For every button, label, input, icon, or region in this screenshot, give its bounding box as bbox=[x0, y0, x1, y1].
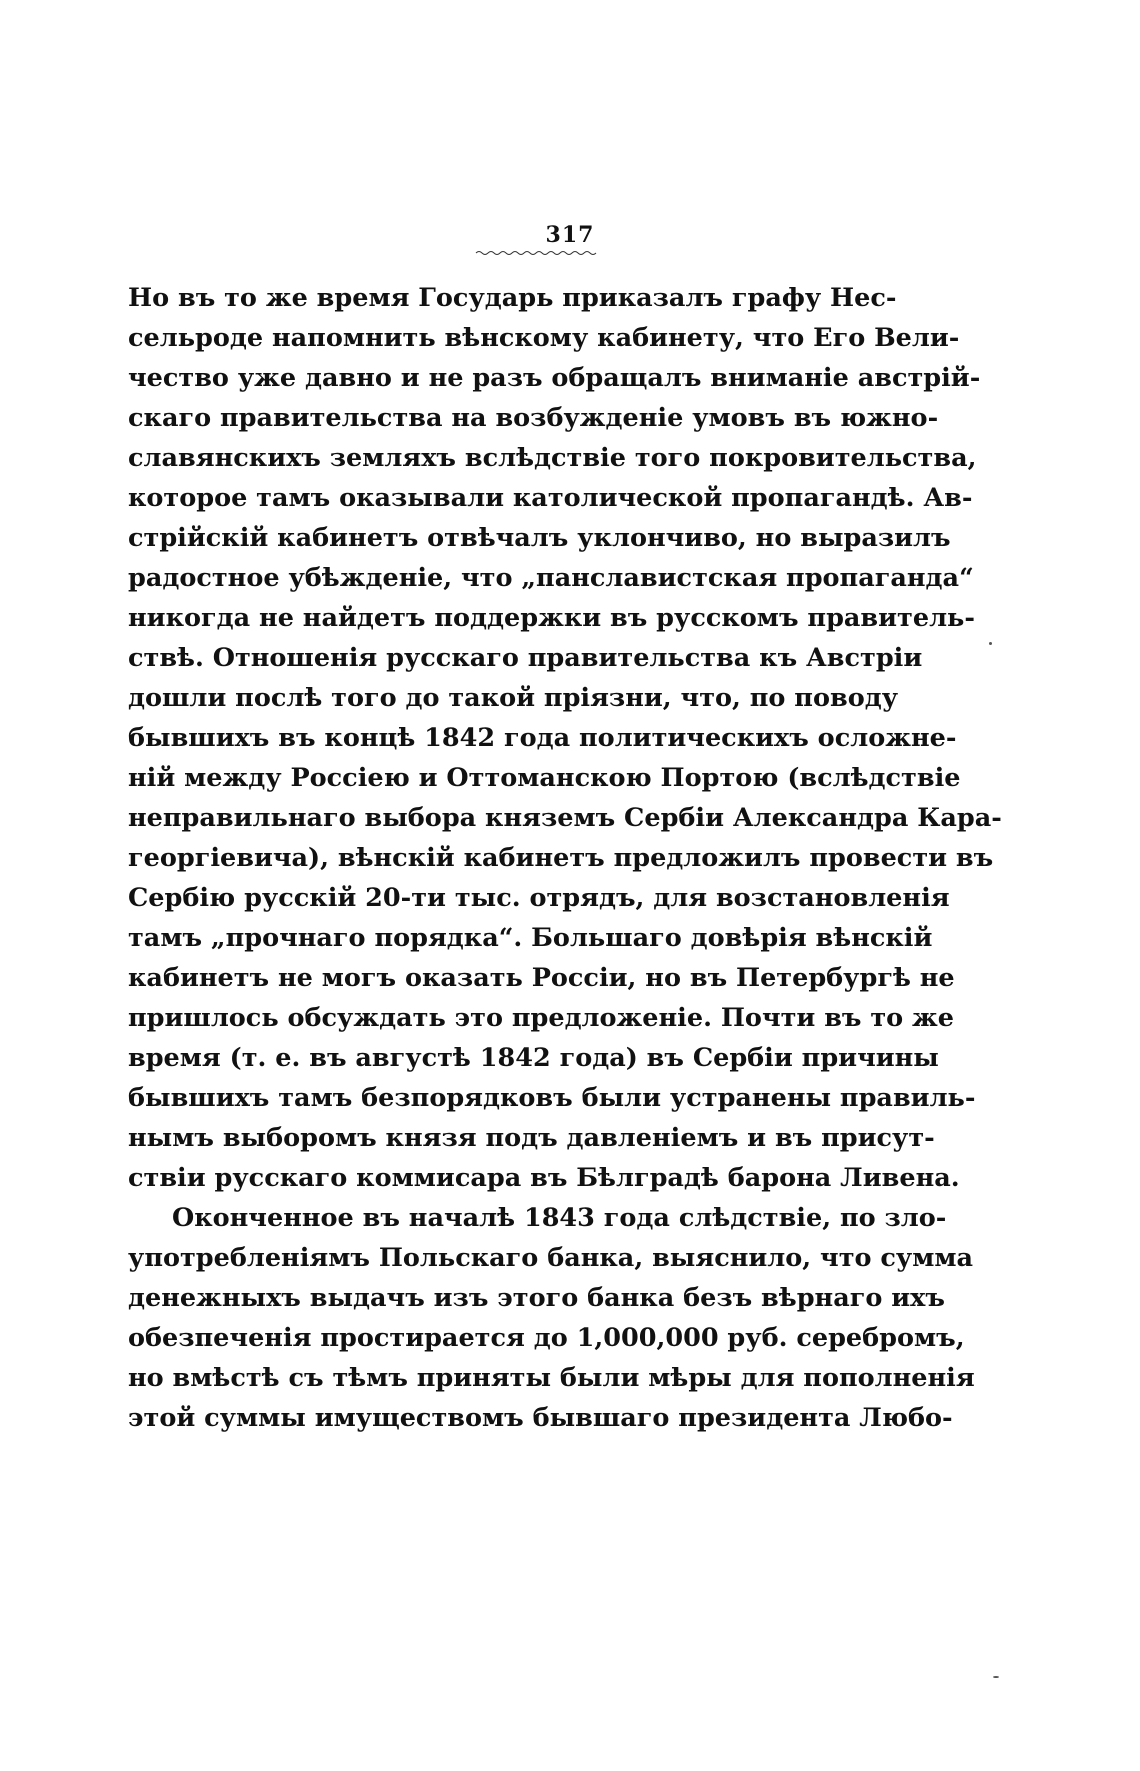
text-line: денежныхъ выдачъ изъ этого банка безъ вѣрнаго ихъ bbox=[128, 1283, 945, 1313]
text-line: которое тамъ оказывали католической пропагандѣ. Ав- bbox=[128, 483, 973, 513]
text-line: георгіевича), вѣнскій кабинетъ предложилъ провести въ bbox=[128, 843, 994, 873]
text-line: Но въ то же время Государь приказалъ графу Нес- bbox=[128, 283, 897, 313]
text-line: кабинетъ не могъ оказать Россіи, но въ Петербургѣ не bbox=[128, 963, 955, 993]
text-line: никогда не найдетъ поддержки въ русскомъ правитель- bbox=[128, 603, 975, 633]
scan-speck bbox=[993, 1676, 999, 1678]
paragraph-2 bbox=[128, 1198, 975, 1438]
text-line: чество уже давно и не разъ обращалъ вниманіе австрій- bbox=[128, 363, 981, 393]
text-line: употребленіямъ Польскаго банка, выяснило, что сумма bbox=[128, 1243, 974, 1273]
scan-speck bbox=[989, 642, 992, 645]
text-line: дошли послѣ того до такой пріязни, что, по поводу bbox=[128, 683, 899, 713]
text-line: но вмѣстѣ съ тѣмъ приняты были мѣры для пополненія bbox=[128, 1363, 975, 1393]
paragraph-1 bbox=[128, 278, 1002, 1198]
text-line: сельроде напомнить вѣнскому кабинету, что Его Вели- bbox=[128, 323, 960, 353]
text-line: скаго правительства на возбужденіе умовъ въ южно- bbox=[128, 403, 939, 433]
text-line: обезпеченія простирается до 1,000,000 руб. серебромъ, bbox=[128, 1323, 965, 1353]
text-line: тамъ „прочнаго порядка“. Большаго довѣрія вѣнскій bbox=[128, 923, 933, 953]
page-number: 317 bbox=[545, 222, 595, 248]
text-line: ствѣ. Отношенія русскаго правительства къ Австріи bbox=[128, 643, 923, 673]
text-line: Оконченное въ началѣ 1843 года слѣдствіе, по зло- bbox=[172, 1203, 947, 1233]
text-line: этой суммы имуществомъ бывшаго президента Любо- bbox=[128, 1403, 953, 1433]
text-line: радостное убѣжденіе, что „панславистская пропаганда“ bbox=[128, 563, 974, 593]
text-line: время (т. е. въ августѣ 1842 года) въ Сербіи причины bbox=[128, 1043, 939, 1073]
text-line: Сербію русскій 20-ти тыс. отрядъ, для возстановленія bbox=[128, 883, 950, 913]
text-line: ствіи русскаго коммисара въ Бѣлградѣ барона Ливена. bbox=[128, 1163, 960, 1193]
text-line: бывшихъ тамъ безпорядковъ были устранены правиль- bbox=[128, 1083, 976, 1113]
text-line: славянскихъ земляхъ вслѣдствіе того покровительства, bbox=[128, 443, 977, 473]
text-line: нымъ выборомъ князя подъ давленіемъ и въ присут- bbox=[128, 1123, 935, 1153]
body-text bbox=[128, 278, 1002, 1438]
page-number-ornament bbox=[476, 250, 598, 256]
text-line: стрійскій кабинетъ отвѣчалъ уклончиво, но выразилъ bbox=[128, 523, 951, 553]
text-line: неправильнаго выбора княземъ Сербіи Александра Кара- bbox=[128, 803, 1002, 833]
text-line: пришлось обсуждать это предложеніе. Почти въ то же bbox=[128, 1003, 955, 1033]
text-line: ній между Россіею и Оттоманскою Портою (вслѣдствіе bbox=[128, 763, 961, 793]
text-line: бывшихъ въ концѣ 1842 года политическихъ осложне- bbox=[128, 723, 957, 753]
